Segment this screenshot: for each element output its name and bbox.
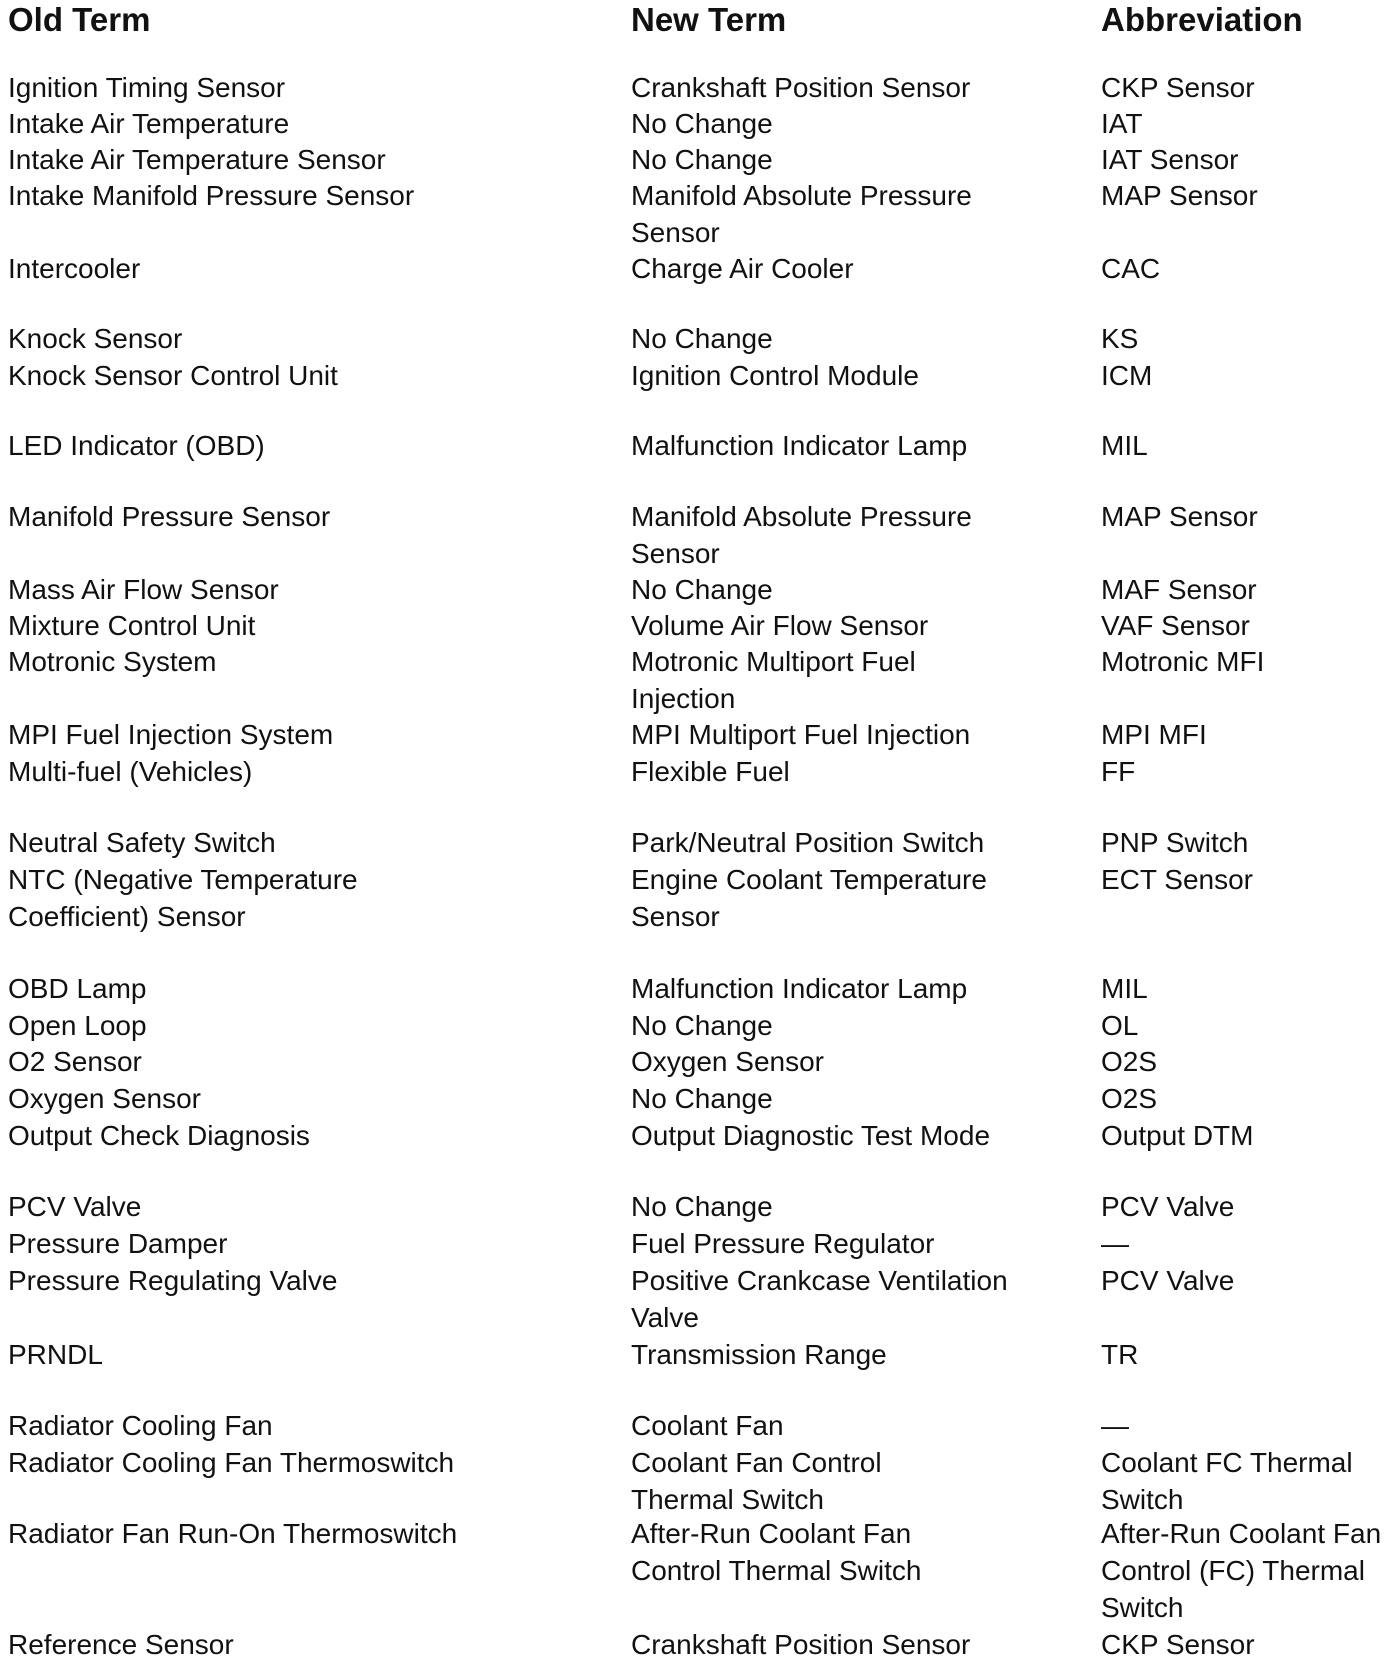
old-term-cell: Radiator Cooling Fan Thermoswitch [8, 1447, 455, 1478]
new-term-cell: Fuel Pressure Regulator [631, 1228, 935, 1259]
abbreviation-cell: MPI MFI [1101, 719, 1207, 750]
old-term-cell: LED Indicator (OBD) [8, 430, 265, 461]
abbreviation-cell: MIL [1101, 430, 1148, 461]
new-term-cell: After-Run Coolant Fan Control Thermal Switch [631, 1518, 922, 1586]
old-term-cell: Pressure Damper [8, 1228, 228, 1259]
old-term-cell: Mass Air Flow Sensor [8, 574, 279, 605]
old-term-cell: Intake Air Temperature Sensor [8, 144, 386, 175]
new-term-cell: Coolant Fan Control Thermal Switch [631, 1447, 882, 1515]
abbreviation-cell: — [1101, 1410, 1129, 1441]
new-term-cell: Oxygen Sensor [631, 1046, 824, 1077]
abbreviation-cell: KS [1101, 323, 1139, 354]
abbreviation-cell: Output DTM [1101, 1120, 1254, 1151]
new-term-cell: No Change [631, 1191, 773, 1222]
old-term-cell: NTC (Negative Temperature Coefficient) Sensor [8, 864, 358, 932]
old-term-cell: Radiator Fan Run-On Thermoswitch [8, 1518, 458, 1549]
new-term-cell: No Change [631, 1083, 773, 1114]
new-term-cell: Manifold Absolute Pressure Sensor [631, 180, 972, 248]
abbreviation-cell: After-Run Coolant Fan Control (FC) Thermal Switch [1101, 1518, 1382, 1623]
abbreviation-cell: MAP Sensor [1101, 501, 1258, 532]
old-term-cell: Knock Sensor Control Unit [8, 360, 338, 391]
old-term-cell: Radiator Cooling Fan [8, 1410, 273, 1441]
new-term-cell: Output Diagnostic Test Mode [631, 1120, 991, 1151]
abbreviation-cell: PCV Valve [1101, 1191, 1235, 1222]
old-term-cell: Output Check Diagnosis [8, 1120, 310, 1151]
old-term-cell: Multi-fuel (Vehicles) [8, 756, 253, 787]
old-term-cell: Neutral Safety Switch [8, 827, 276, 858]
abbreviation-cell: CAC [1101, 253, 1161, 284]
abbreviation-cell: FF [1101, 756, 1136, 787]
abbreviation-cell: O2S [1101, 1046, 1158, 1077]
abbreviation-cell: ECT Sensor [1101, 864, 1253, 895]
old-term-cell: MPI Fuel Injection System [8, 719, 334, 750]
abbreviation-cell: MIL [1101, 973, 1148, 1004]
new-term-cell: Ignition Control Module [631, 360, 919, 391]
header-abbreviation: Abbreviation [1101, 1, 1303, 38]
abbreviation-cell: TR [1101, 1339, 1139, 1370]
abbreviation-cell: OL [1101, 1010, 1139, 1041]
old-term-cell: Intercooler [8, 253, 141, 284]
new-term-cell: Transmission Range [631, 1339, 887, 1370]
new-term-cell: Coolant Fan [631, 1410, 784, 1441]
old-term-cell: OBD Lamp [8, 973, 147, 1004]
abbreviation-cell: CKP Sensor [1101, 72, 1255, 103]
abbreviation-cell: PCV Valve [1101, 1265, 1235, 1296]
abbreviation-cell: ICM [1101, 360, 1153, 391]
abbreviation-cell: Motronic MFI [1101, 646, 1265, 677]
old-term-cell: Reference Sensor [8, 1629, 234, 1660]
old-term-cell: Mixture Control Unit [8, 610, 256, 641]
new-term-cell: Park/Neutral Position Switch [631, 827, 985, 858]
old-term-cell: PCV Valve [8, 1191, 142, 1222]
new-term-cell: Positive Crankcase Ventilation Valve [631, 1265, 1008, 1333]
new-term-cell: No Change [631, 574, 773, 605]
abbreviation-cell: CKP Sensor [1101, 1629, 1255, 1660]
old-term-cell: Open Loop [8, 1010, 147, 1041]
new-term-cell: Motronic Multiport Fuel Injection [631, 646, 916, 714]
old-term-cell: Knock Sensor [8, 323, 183, 354]
new-term-cell: Malfunction Indicator Lamp [631, 430, 968, 461]
abbreviation-cell: VAF Sensor [1101, 610, 1250, 641]
old-term-cell: Pressure Regulating Valve [8, 1265, 338, 1296]
abbreviation-cell: MAF Sensor [1101, 574, 1257, 605]
new-term-cell: No Change [631, 1010, 773, 1041]
abbreviation-cell: IAT Sensor [1101, 144, 1239, 175]
new-term-cell: No Change [631, 144, 773, 175]
old-term-cell: PRNDL [8, 1339, 103, 1370]
new-term-cell: MPI Multiport Fuel Injection [631, 719, 971, 750]
header-new-term: New Term [631, 1, 787, 38]
old-term-cell: Intake Manifold Pressure Sensor [8, 180, 415, 211]
abbreviation-cell: MAP Sensor [1101, 180, 1258, 211]
abbreviation-cell: PNP Switch [1101, 827, 1249, 858]
old-term-cell: Motronic System [8, 646, 217, 677]
new-term-cell: Crankshaft Position Sensor [631, 1629, 971, 1660]
abbreviation-cell: — [1101, 1228, 1129, 1259]
old-term-cell: Intake Air Temperature [8, 108, 290, 139]
new-term-cell: Malfunction Indicator Lamp [631, 973, 968, 1004]
new-term-cell: Volume Air Flow Sensor [631, 610, 929, 641]
new-term-cell: Engine Coolant Temperature Sensor [631, 864, 987, 932]
new-term-cell: Crankshaft Position Sensor [631, 72, 971, 103]
new-term-cell: Flexible Fuel [631, 756, 790, 787]
new-term-cell: Charge Air Cooler [631, 253, 854, 284]
new-term-cell: No Change [631, 323, 773, 354]
new-term-cell: Manifold Absolute Pressure Sensor [631, 501, 972, 569]
new-term-cell: No Change [631, 108, 773, 139]
abbreviation-cell: IAT [1101, 108, 1143, 139]
old-term-cell: Ignition Timing Sensor [8, 72, 286, 103]
header-old-term: Old Term [8, 1, 151, 38]
old-term-cell: Manifold Pressure Sensor [8, 501, 331, 532]
old-term-cell: O2 Sensor [8, 1046, 142, 1077]
old-term-cell: Oxygen Sensor [8, 1083, 201, 1114]
abbreviation-cell: O2S [1101, 1083, 1158, 1114]
abbreviation-cell: Coolant FC Thermal Switch [1101, 1447, 1353, 1515]
